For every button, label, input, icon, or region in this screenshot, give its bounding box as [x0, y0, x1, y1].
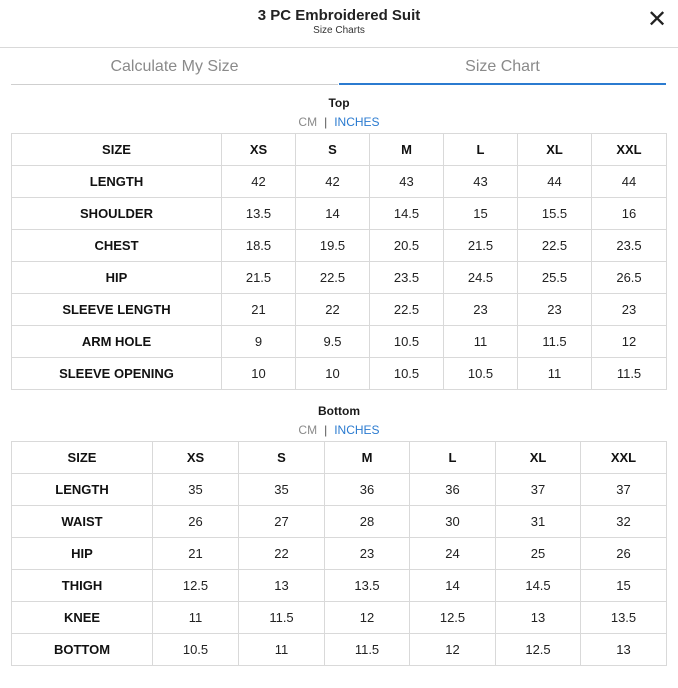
measurement-cell: 11.5	[592, 358, 667, 390]
row-label: KNEE	[12, 602, 153, 634]
tab-bar	[11, 55, 666, 85]
measurement-cell: 26	[153, 506, 239, 538]
unit-cm-option[interactable]: CM	[298, 423, 318, 437]
measurement-cell: 20.5	[370, 230, 444, 262]
row-label: HIP	[12, 538, 153, 570]
row-label: CHEST	[12, 230, 222, 262]
measurement-cell: 12	[410, 634, 496, 666]
column-header: XL	[496, 442, 581, 474]
table-header-row	[12, 134, 667, 166]
measurement-cell: 12	[592, 326, 667, 358]
column-header: L	[410, 442, 496, 474]
measurement-cell: 10.5	[370, 326, 444, 358]
table-row	[12, 474, 667, 506]
row-label: HIP	[12, 262, 222, 294]
modal-subtitle: Size Charts	[313, 25, 365, 36]
measurement-cell: 13.5	[581, 602, 667, 634]
column-header: L	[444, 134, 518, 166]
row-label: SHOULDER	[12, 198, 222, 230]
bottom-size-table	[11, 441, 667, 666]
measurement-cell: 15.5	[518, 198, 592, 230]
measurement-cell: 10	[222, 358, 296, 390]
top-section-title: Top	[328, 96, 350, 110]
bottom-section-title: Bottom	[318, 404, 360, 418]
unit-separator: |	[324, 423, 328, 437]
measurement-cell: 26	[581, 538, 667, 570]
measurement-cell: 12.5	[410, 602, 496, 634]
measurement-cell: 13	[239, 570, 325, 602]
measurement-cell: 11.5	[239, 602, 325, 634]
measurement-cell: 11.5	[518, 326, 592, 358]
measurement-cell: 13.5	[222, 198, 296, 230]
measurement-cell: 44	[592, 166, 667, 198]
tab-size-chart[interactable]: Size Chart	[339, 55, 666, 85]
column-header: XXL	[592, 134, 667, 166]
column-header: S	[239, 442, 325, 474]
row-label: SLEEVE OPENING	[12, 358, 222, 390]
row-label: THIGH	[12, 570, 153, 602]
measurement-cell: 22.5	[370, 294, 444, 326]
measurement-cell: 10.5	[370, 358, 444, 390]
measurement-cell: 23.5	[592, 230, 667, 262]
measurement-cell: 35	[239, 474, 325, 506]
measurement-cell: 13	[581, 634, 667, 666]
measurement-cell: 10	[296, 358, 370, 390]
measurement-cell: 37	[496, 474, 581, 506]
column-header: SIZE	[12, 134, 222, 166]
measurement-cell: 27	[239, 506, 325, 538]
row-label: LENGTH	[12, 474, 153, 506]
measurement-cell: 15	[581, 570, 667, 602]
measurement-cell: 23.5	[370, 262, 444, 294]
measurement-cell: 43	[370, 166, 444, 198]
measurement-cell: 14.5	[370, 198, 444, 230]
column-header: S	[296, 134, 370, 166]
measurement-cell: 9	[222, 326, 296, 358]
measurement-cell: 11	[444, 326, 518, 358]
measurement-cell: 32	[581, 506, 667, 538]
unit-cm-option[interactable]: CM	[298, 115, 318, 129]
column-header: M	[325, 442, 410, 474]
measurement-cell: 14.5	[496, 570, 581, 602]
measurement-cell: 23	[325, 538, 410, 570]
row-label: SLEEVE LENGTH	[12, 294, 222, 326]
column-header: SIZE	[12, 442, 153, 474]
measurement-cell: 24.5	[444, 262, 518, 294]
measurement-cell: 21	[153, 538, 239, 570]
measurement-cell: 22	[296, 294, 370, 326]
measurement-cell: 9.5	[296, 326, 370, 358]
measurement-cell: 22	[239, 538, 325, 570]
measurement-cell: 15	[444, 198, 518, 230]
measurement-cell: 23	[518, 294, 592, 326]
unit-separator: |	[324, 115, 328, 129]
measurement-cell: 23	[592, 294, 667, 326]
measurement-cell: 30	[410, 506, 496, 538]
measurement-cell: 44	[518, 166, 592, 198]
table-row	[12, 506, 667, 538]
close-icon[interactable]: ✕	[646, 6, 668, 33]
table-row	[12, 294, 667, 326]
measurement-cell: 21	[222, 294, 296, 326]
measurement-cell: 14	[410, 570, 496, 602]
measurement-cell: 37	[581, 474, 667, 506]
measurement-cell: 24	[410, 538, 496, 570]
top-unit-toggle	[0, 115, 678, 129]
unit-inches-option[interactable]: INCHES	[334, 423, 380, 437]
table-row	[12, 634, 667, 666]
measurement-cell: 11	[518, 358, 592, 390]
top-size-table	[11, 133, 667, 390]
measurement-cell: 13.5	[325, 570, 410, 602]
measurement-cell: 31	[496, 506, 581, 538]
product-title: 3 PC Embroidered Suit	[257, 7, 421, 24]
measurement-cell: 11	[239, 634, 325, 666]
table-row	[12, 166, 667, 198]
measurement-cell: 14	[296, 198, 370, 230]
column-header: XS	[222, 134, 296, 166]
column-header: M	[370, 134, 444, 166]
table-header-row	[12, 442, 667, 474]
table-row	[12, 198, 667, 230]
row-label: BOTTOM	[12, 634, 153, 666]
measurement-cell: 10.5	[444, 358, 518, 390]
tab-calculate-my-size[interactable]: Calculate My Size	[11, 55, 338, 85]
measurement-cell: 36	[410, 474, 496, 506]
measurement-cell: 12.5	[496, 634, 581, 666]
table-row	[12, 326, 667, 358]
measurement-cell: 26.5	[592, 262, 667, 294]
measurement-cell: 28	[325, 506, 410, 538]
measurement-cell: 36	[325, 474, 410, 506]
table-row	[12, 230, 667, 262]
measurement-cell: 11	[153, 602, 239, 634]
table-row	[12, 602, 667, 634]
row-label: LENGTH	[12, 166, 222, 198]
table-row	[12, 262, 667, 294]
measurement-cell: 13	[496, 602, 581, 634]
measurement-cell: 35	[153, 474, 239, 506]
measurement-cell: 21.5	[444, 230, 518, 262]
measurement-cell: 25.5	[518, 262, 592, 294]
unit-inches-option[interactable]: INCHES	[334, 115, 380, 129]
modal-header	[0, 0, 678, 48]
measurement-cell: 22.5	[518, 230, 592, 262]
measurement-cell: 12	[325, 602, 410, 634]
column-header: XXL	[581, 442, 667, 474]
measurement-cell: 18.5	[222, 230, 296, 262]
table-row	[12, 538, 667, 570]
measurement-cell: 25	[496, 538, 581, 570]
column-header: XL	[518, 134, 592, 166]
measurement-cell: 42	[296, 166, 370, 198]
measurement-cell: 11.5	[325, 634, 410, 666]
row-label: ARM HOLE	[12, 326, 222, 358]
table-row	[12, 358, 667, 390]
measurement-cell: 43	[444, 166, 518, 198]
measurement-cell: 10.5	[153, 634, 239, 666]
measurement-cell: 16	[592, 198, 667, 230]
measurement-cell: 21.5	[222, 262, 296, 294]
bottom-unit-toggle	[0, 423, 678, 437]
measurement-cell: 12.5	[153, 570, 239, 602]
column-header: XS	[153, 442, 239, 474]
row-label: WAIST	[12, 506, 153, 538]
table-row	[12, 570, 667, 602]
measurement-cell: 22.5	[296, 262, 370, 294]
measurement-cell: 42	[222, 166, 296, 198]
measurement-cell: 23	[444, 294, 518, 326]
measurement-cell: 19.5	[296, 230, 370, 262]
